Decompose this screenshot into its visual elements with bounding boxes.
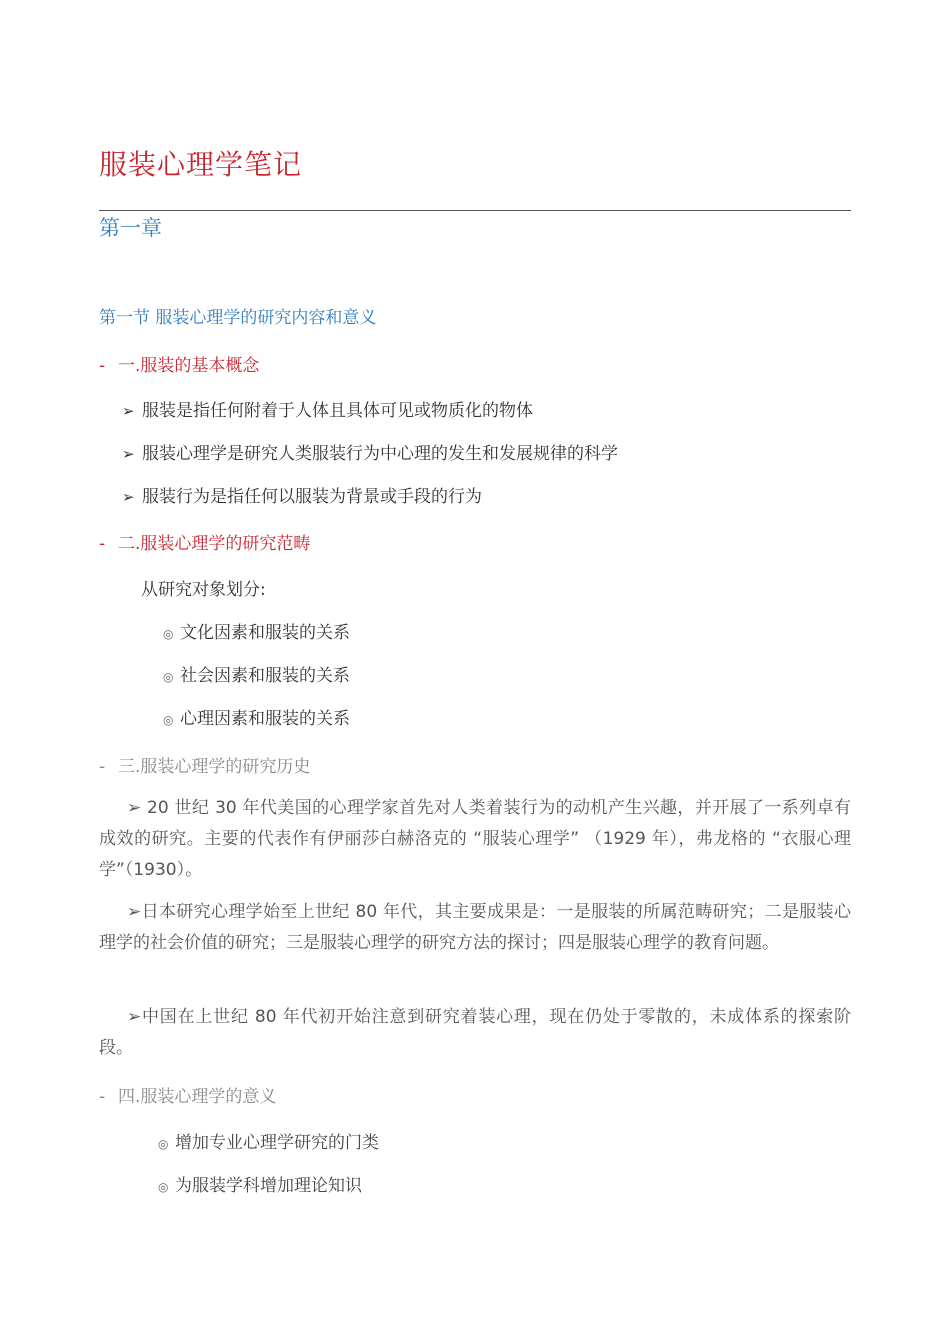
part2-item-text: 心理因素和服装的关系	[180, 709, 350, 729]
part1-bullet	[122, 396, 533, 421]
arrow-bullet-icon: ➢	[122, 488, 135, 506]
part4-heading	[99, 1082, 276, 1107]
part1-bullet-text: 服装心理学是研究人类服装行为中心理的发生和发展规律的科学	[142, 444, 618, 464]
part2-item	[163, 704, 350, 729]
part1-bullet	[122, 482, 482, 507]
part4-item	[158, 1128, 379, 1153]
part1-bullet	[122, 439, 618, 464]
circle-bullet-icon: ◎	[163, 627, 174, 641]
title-divider	[99, 210, 851, 211]
arrow-bullet-icon: ➢	[122, 445, 135, 463]
part2-heading-text: 二.服装心理学的研究范畴	[118, 534, 311, 554]
part3-heading-text: 三.服装心理学的研究历史	[118, 757, 311, 777]
circle-bullet-icon: ◎	[163, 713, 174, 727]
part1-heading-text: 一.服装的基本概念	[118, 356, 260, 376]
dash-marker: -	[99, 757, 106, 777]
section-heading: 第一节 服装心理学的研究内容和意义	[99, 308, 377, 328]
part2-intro: 从研究对象划分:	[141, 580, 266, 600]
part2-heading	[99, 529, 310, 554]
dash-marker: -	[99, 356, 106, 376]
document-title: 服装心理学笔记	[99, 148, 303, 181]
circle-bullet-icon: ◎	[158, 1180, 169, 1194]
circle-bullet-icon: ◎	[163, 670, 174, 684]
dash-marker: -	[99, 1087, 106, 1107]
dash-marker: -	[99, 534, 106, 554]
history-paragraph: ➢中国在上世纪 80 年代初开始注意到研究着装心理，现在仍处于零散的，未成体系的探索阶段。	[99, 1007, 851, 1058]
part1-bullet-text: 服装行为是指任何以服装为背景或手段的行为	[142, 487, 482, 507]
part3-heading	[99, 752, 310, 777]
history-paragraph: ➢日本研究心理学始至上世纪 80 年代，其主要成果是：一是服装的所属范畴研究；二是服装心理学的社会价值的研究；三是服装心理学的研究方法的探讨；四是服装心理学的教育问题。	[99, 902, 851, 953]
chapter-heading: 第一章	[99, 216, 162, 240]
arrow-bullet-icon: ➢	[122, 402, 135, 420]
part1-bullet-text: 服装是指任何附着于人体且具体可见或物质化的物体	[142, 401, 533, 421]
part2-item-text: 社会因素和服装的关系	[180, 666, 350, 686]
part4-heading-text: 四.服装心理学的意义	[118, 1087, 277, 1107]
part2-item	[163, 661, 350, 686]
part2-item	[163, 618, 350, 643]
circle-bullet-icon: ◎	[158, 1137, 169, 1151]
part2-item-text: 文化因素和服装的关系	[180, 623, 350, 643]
part4-item-text: 增加专业心理学研究的门类	[175, 1133, 379, 1153]
part4-item-text: 为服装学科增加理论知识	[175, 1176, 362, 1196]
history-paragraph: ➢ 20 世纪 30 年代美国的心理学家首先对人类着装行为的动机产生兴趣，并开展了一系列卓有成效的研究。主要的代表作有伊丽莎白赫洛克的 “服装心理学” （1929 年），弗龙格的 “衣服心理学”（1930）。	[99, 798, 851, 880]
part1-heading	[99, 351, 259, 376]
part4-item	[158, 1171, 362, 1196]
